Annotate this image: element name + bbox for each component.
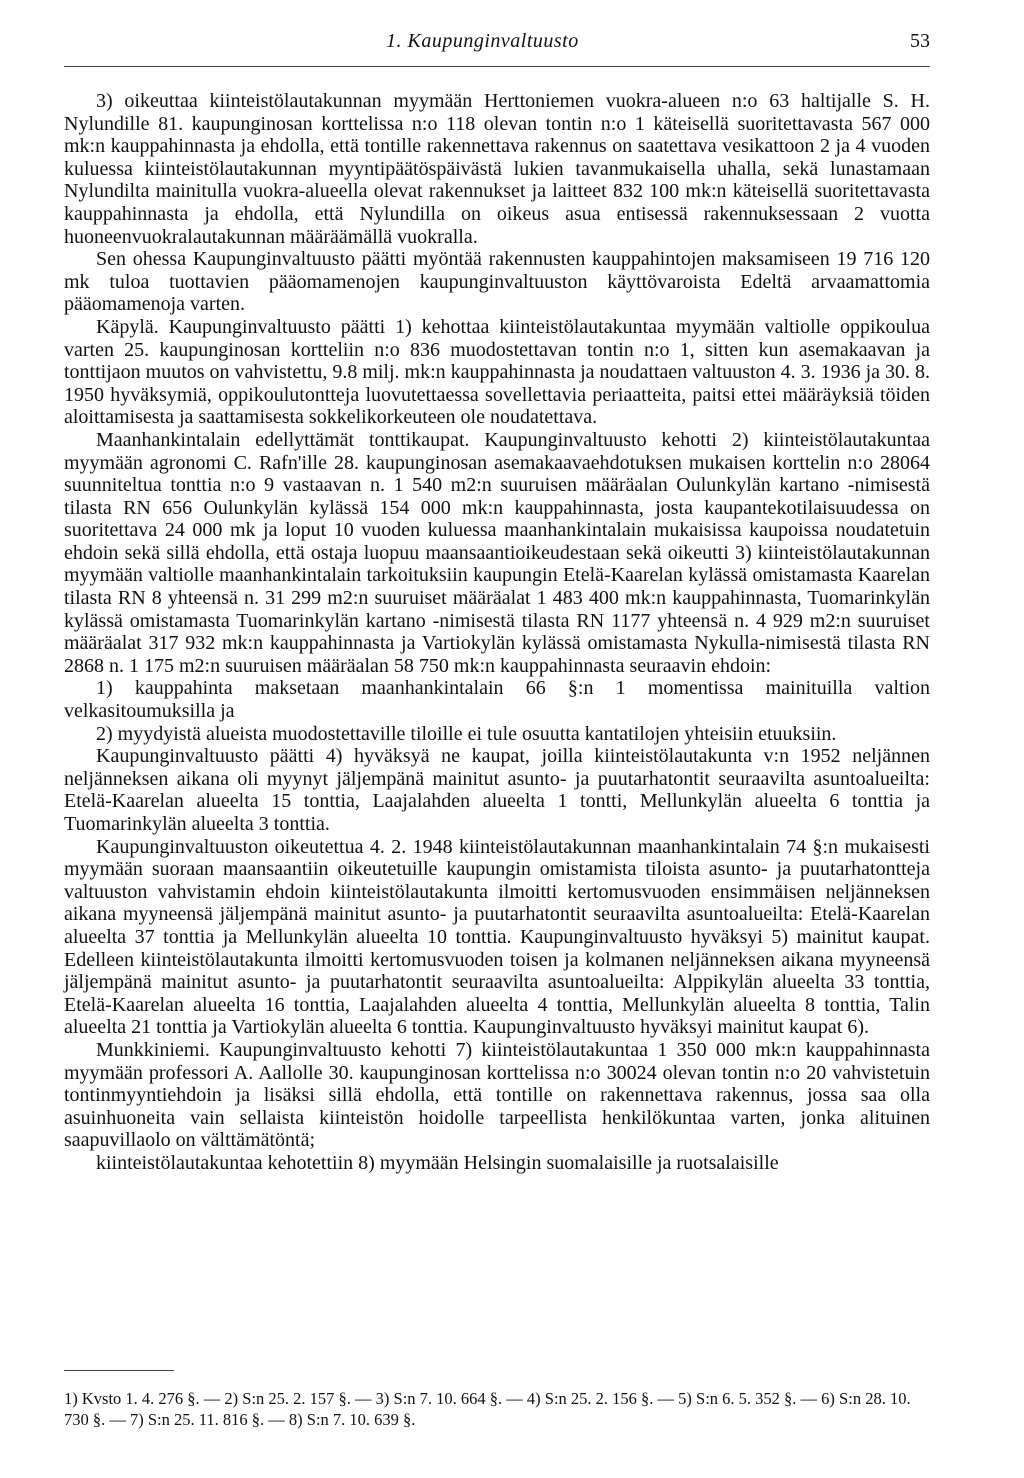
page-number: 53 (910, 30, 930, 52)
body-text (64, 90, 930, 1175)
paragraph-sales-report: Kaupunginvaltuuston oikeutettua 4. 2. 1948 kiinteistölautakunnan maanhankintalain 74 §:n mukaisesti myymään suoraan maansaantiin oikeutetuille kaupungin omistamista tiloista asunto- ja puutarhatontteja valtuuston vahvistamin ehdoin kiinteistölautakunta ilmoitti kertomusvuoden ensimmäisen neljänneksen aikana myyneensä jäljempänä mainitut asunto- ja puutarhatontit seuraavilta asuntoalueilta: Etelä-Kaarelan alueelta 37 tonttia ja Mellunkylän alueelta 10 tonttia. Kaupunginvaltuusto hyväksyi 5) mainitut kaupat. Edelleen kiinteistölautakunta ilmoitti kertomusvuoden toisen ja kolmanen neljänneksen aikana myyneensä jäljempänä mainitut asunto- ja puutarhatontit seuraavilta asuntoalueilta: Alppikylän alueelta 33 tonttia, Etelä-Kaarelan alueelta 16 tonttia, Laajalahden alueelta 4 tonttia, Mellunkylän alueelta 8 tonttia, Talin alueelta 21 tonttia ja Vartiokylän alueelta 6 tonttia. Kaupunginvaltuusto hyväksyi mainitut kaupat 6). (64, 835, 930, 1039)
paragraph-munkkiniemi: Munkkiniemi. Kaupunginvaltuusto kehotti 7) kiinteistölautakuntaa 1 350 000 mk:n kauppahinnasta myymään professori A. Aallolle 30. kaupunginosan korttelissa n:o 30024 olevan tontin n:o 20 vahvistetuin tontinmyyntiehdoin ja lisäksi sillä ehdolla, että tontille on rakennettava rakennus, jossa saa olla asuinhuoneita vain sellaista kiinteistön hoidolle tarpeellista henkilökuntaa varten, jonka alituinen saapuvillaolo on välttämätöntä; (64, 1038, 930, 1152)
footnote-rule (64, 1370, 174, 1371)
page-header (64, 30, 930, 60)
paragraph-item-3: 3) oikeuttaa kiinteistölautakunnan myymään Herttoniemen vuokra-alueen n:o 63 haltijalle S. H. Nylundille 81. kaupunginosan korttelissa n:o 118 olevan tontin n:o 1 käteisellä suoritettavasta 567 000 mk:n kauppahinnasta ja ehdolla, että tontille rakennettava rakennus on saatettava vesikattoon 2 ja 4 vuoden kuluessa kiinteistölautakunnan myyntipäätöspäivästä lukien tavanmukaisella uhalla, sekä lunastamaan Nylundilta mainitulla vuokra-alueella olevat rakennukset ja laitteet 832 100 mk:n käteisellä suoritettavasta kauppahinnasta ja ehdolla, että Nylundilla on oikeus asua entisessä rakennuksessaan 2 vuotta huoneenvuokralautakunnan määräämällä vuokralla. (64, 90, 930, 248)
paragraph-funding: Sen ohessa Kaupunginvaltuusto päätti myöntää rakennusten kauppahintojen maksamiseen 19 716 120 mk tuloa tuottavien pääomamenojen kaupunginvaltuuston käyttövaroista Edeltä arvaamattomia pääomamenoja varten. (64, 248, 930, 316)
paragraph-kapyla: Käpylä. Kaupunginvaltuusto päätti 1) kehottaa kiinteistölautakuntaa myymään valtiolle oppikoulua varten 25. kaupunginosan kortteliin n:o 836 muodostettavan tontin n:o 1, sitten kun asemakaavan ja tonttijaon muutos on vahvistettu, 9.8 milj. mk:n kauppahinnasta ja noudattaen valtuuston 4. 3. 1936 ja 30. 8. 1950 hyväksymiä, oppikoulutontteja luovutettaessa sovellettavia periaatteita, paitsi ettei määräyksiä töiden aloittamisesta ja saattamisesta sokkelikorkeuteen ole noudatettava. (64, 315, 931, 429)
paragraph-maanhankinta: Maanhankintalain edellyttämät tonttikaupat. Kaupunginvaltuusto kehotti 2) kiinteistölautakuntaa myymään agronomi C. Rafn'ille 28. kaupunginosan asemakaavaehdotuksen mukaisen korttelin n:o 28064 suunniteltua tonttia n:o 9 vastaavan n. 1 540 m2:n suuruisen määräalan Oulunkylän kartano -nimisestä tilasta RN 656 Oulunkylän kylässä 154 000 mk:n kauppahinnasta, josta kaupantekotilaisuudessa on suoritettava 24 000 mk ja loput 10 vuoden kuluessa maanhankintalain mukaisissa kaupoissa noudatetuin ehdoin sekä sillä ehdolla, että ostaja luopuu maansaantioikeudestaan sekä oikeutti 3) kiinteistölautakunnan myymään valtiolle maanhankintalain tarkoituksiin kaupungin Etelä-Kaarelan kylässä omistamasta Kaarelan tilasta RN 8 yhteensä n. 31 299 m2:n suuruiset määräalat 1 483 400 mk:n kauppahinnasta, Tuomarinkylän kylässä omistamasta Tuomarinkylän kartano -nimisestä tilasta RN 1177 yhteensä n. 4 929 m2:n suuruiset määräalat 317 932 mk:n kauppahinnasta ja Vartiokylän kylässä omistamasta Nykulla-nimisestä tilasta RN 2868 n. 1 175 m2:n suuruisen määräalan 58 750 mk:n kauppahinnasta seuraavin ehdoin: (64, 428, 930, 677)
paragraph-condition-1: 1) kauppahinta maksetaan maanhankintalain 66 §:n 1 momentissa mainituilla valtion velkasitoumuksilla ja (64, 677, 930, 723)
paragraph-sales-approval: Kaupunginvaltuusto päätti 4) hyväksyä ne kaupat, joilla kiinteistölautakunta v:n 1952 neljännen neljänneksen aikana oli myynyt jäljempänä mainitut asunto- ja puutarhatontit seuraavilta asuntoalueilta: Etelä-Kaarelan alueelta 15 tonttia, Laajalahden alueelta 1 tontti, Mellunkylän alueelta 6 tonttia ja Tuomarinkylän alueelta 3 tonttia. (64, 745, 930, 835)
paragraph-condition-2: 2) myydyistä alueista muodostettaville tiloille ei tule osuutta kantatilojen yhteisiin etuuksiin. (96, 722, 837, 745)
footnotes: 1) Kvsto 1. 4. 276 §. — 2) S:n 25. 2. 157 §. — 3) S:n 7. 10. 664 §. — 4) S:n 25. 2. 156 §. — 5) S:n 6. 5. 352 §. — 6) S:n 28. 10. 730 §. — 7) S:n 25. 11. 816 §. — 8) S:n 7. 10. 639 §. (64, 1389, 911, 1429)
header-rule (64, 66, 930, 67)
paragraph-continuation: kiinteistölautakuntaa kehotettiin 8) myymään Helsingin suomalaisille ja ruotsalaisille (96, 1151, 779, 1174)
running-title: 1. Kaupunginvaltuusto (386, 30, 579, 52)
